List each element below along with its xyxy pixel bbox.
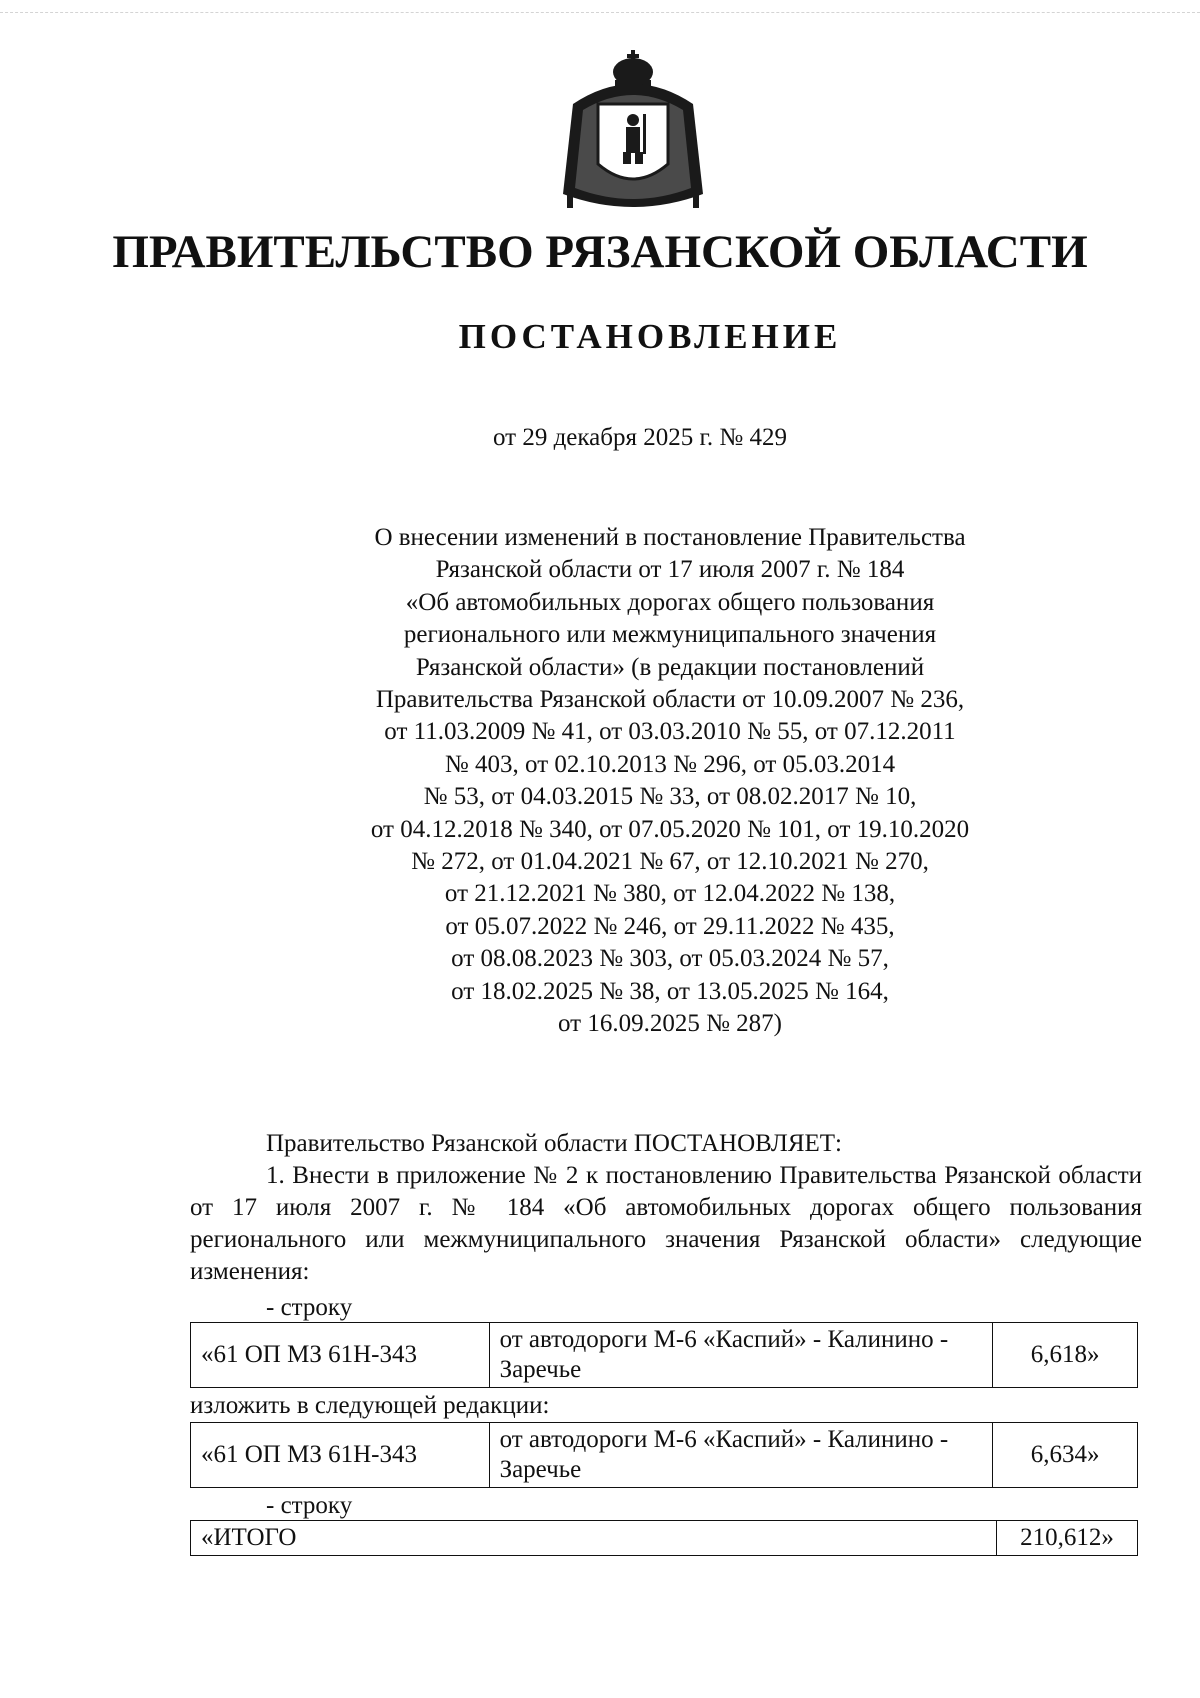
subject-line: О внесении изменений в постановление Правительства xyxy=(374,524,966,551)
subject-line: от 08.08.2023 № 303, от 05.03.2024 № 57, xyxy=(451,945,889,973)
road-length-cell: 6,618» xyxy=(993,1323,1138,1388)
subject-line: Рязанской области от 17 июля 2007 г. № 184 xyxy=(435,556,905,584)
road-name-cell: от автодороги М-6 «Каспий» - Калинино - Заречье xyxy=(489,1323,993,1388)
table-row xyxy=(191,1521,1138,1556)
road-code-cell: «61 ОП МЗ 61Н-343 xyxy=(191,1323,490,1388)
subject-line: «Об автомобильных дорогах общего пользования xyxy=(405,588,935,616)
subject-line: от 21.12.2021 № 380, от 12.04.2022 № 138, xyxy=(444,880,896,908)
table-row xyxy=(191,1323,1138,1388)
total-label-cell: «ИТОГО xyxy=(191,1521,997,1556)
road-length-cell: 6,634» xyxy=(993,1423,1138,1488)
subject-line: от 05.07.2022 № 246, от 29.11.2022 № 435, xyxy=(445,912,895,940)
coat-of-arms-emblem xyxy=(553,44,713,220)
scan-artifact xyxy=(0,12,1200,17)
subject-line: регионального или межмуниципального значения xyxy=(403,621,937,649)
document-subject xyxy=(300,522,1040,1041)
organization-title: ПРАВИТЕЛЬСТВО РЯЗАНСКОЙ ОБЛАСТИ xyxy=(112,226,1088,278)
row-label: - строку xyxy=(266,1492,353,1519)
road-code-cell: «61 ОП МЗ 61Н-343 xyxy=(191,1423,490,1488)
road-name-cell: от автодороги М-6 «Каспий» - Калинино - Заречье xyxy=(489,1423,993,1488)
subject-line: от 04.12.2018 № 340, от 07.05.2020 № 101, от 19.10.2020 xyxy=(370,815,970,843)
subject-line: Правительства Рязанской области от 10.09.2007 № 236, xyxy=(375,686,965,714)
item-1-text: 1. Внести в приложение № 2 к постановлению Правительства Рязанской области от 17 июля 2007 г. № 184 «Об автомобильных дорогах общего пользования регионального или межмуниципального значения Рязанской области» следующие изменения: xyxy=(190,1162,1142,1285)
document-date-number: от 29 декабря 2025 г. № 429 xyxy=(492,424,788,451)
subject-line: № 272, от 01.04.2021 № 67, от 12.10.2021 № 270, xyxy=(411,848,929,876)
table-row xyxy=(191,1423,1138,1488)
total-row-table xyxy=(190,1520,1138,1556)
document-type-heading: ПОСТАНОВЛЕНИЕ xyxy=(458,317,842,356)
new-edition-label: изложить в следующей редакции: xyxy=(190,1392,550,1419)
total-value-cell: 210,612» xyxy=(997,1521,1138,1556)
new-row-table xyxy=(190,1422,1138,1488)
preamble-text: Правительство Рязанской области ПОСТАНОВЛЯЕТ: xyxy=(266,1130,842,1157)
subject-line: от 18.02.2025 № 38, от 13.05.2025 № 164, xyxy=(451,977,889,1005)
subject-line: № 53, от 04.03.2015 № 33, от 08.02.2017 № 10, xyxy=(423,783,917,811)
subject-line: от 11.03.2009 № 41, от 03.03.2010 № 55, от 07.12.2011 xyxy=(384,718,956,746)
subject-line: от 16.09.2025 № 287) xyxy=(557,1010,783,1038)
subject-line: Рязанской области» (в редакции постановлений xyxy=(415,653,925,681)
old-row-table xyxy=(190,1322,1138,1388)
row-label: - строку xyxy=(266,1294,353,1321)
subject-line: № 403, от 02.10.2013 № 296, от 05.03.2014 xyxy=(444,750,896,778)
